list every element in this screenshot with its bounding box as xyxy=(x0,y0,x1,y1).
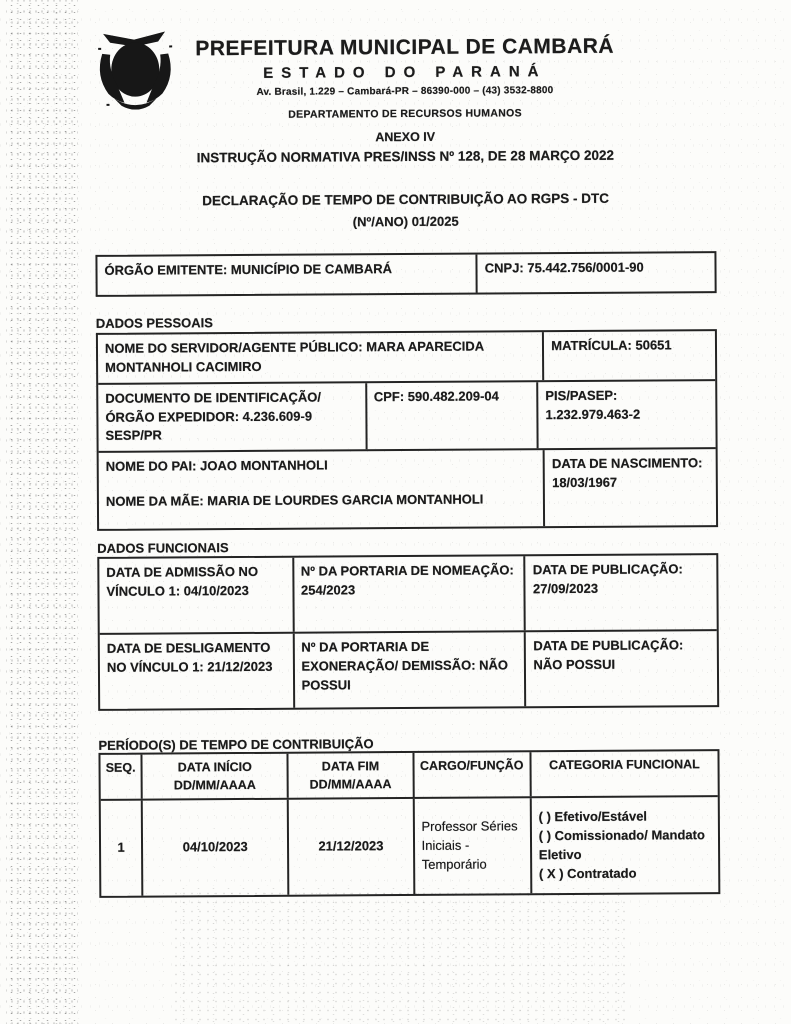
document-content xyxy=(94,0,721,1024)
issuer-organ-cell: ÓRGÃO EMITENTE: MUNICÍPIO DE CAMBARÁ xyxy=(104,261,393,278)
header-start: DATA INÍCIO DD/MM/AAAA xyxy=(141,754,287,799)
period-start: 04/10/2023 xyxy=(141,800,288,896)
category-option-contratado: ( X ) Contratado xyxy=(538,865,637,881)
functional-data-table xyxy=(97,553,719,711)
category-option-efetivo: ( ) Efetivo/Estável xyxy=(538,808,648,825)
period-category-options xyxy=(530,797,719,893)
publication-2-cell: DATA DE PUBLICAÇÃO: NÃO POSSUI xyxy=(524,631,717,706)
category-option-comissionado: ( ) Comissionado/ Mandato Eletivo xyxy=(538,827,705,862)
issuer-table xyxy=(95,251,716,297)
admission-cell: DATA DE ADMISSÃO NO VÍNCULO 1: 04/10/2023 xyxy=(106,563,259,599)
parents-cell xyxy=(99,450,544,529)
personal-data-table xyxy=(96,329,718,531)
periods-section-title: PERÍODO(S) DE TEMPO DE CONTRIBUIÇÃO xyxy=(98,736,374,753)
period-seq: 1 xyxy=(117,840,125,856)
mother-name: NOME DA MÃE: MARIA DE LOURDES GARCIA MONTANHOLI xyxy=(105,491,484,509)
termination-cell: DATA DE DESLIGAMENTO NO VÍNCULO 1: 21/12/2023 xyxy=(106,639,273,675)
dismissal-ordinance-cell: Nº DA PORTARIA DE EXONERAÇÃO/ DEMISSÃO: NÃO POSSUI xyxy=(292,632,524,707)
appointment-ordinance-cell: Nº DA PORTARIA DE NOMEAÇÃO: 254/2023 xyxy=(292,556,524,631)
birth-date-cell: DATA DE NASCIMENTO: 18/03/1967 xyxy=(543,449,716,526)
period-role: Professor Séries Iniciais - Temporário xyxy=(412,799,530,895)
contribution-periods-table xyxy=(98,749,720,898)
document-number: (Nº/ANO) 01/2025 xyxy=(352,213,459,230)
header-seq: SEQ. xyxy=(105,760,136,775)
publication-1-cell: DATA DE PUBLICAÇÃO: 27/09/2023 xyxy=(524,555,717,630)
department-line: DEPARTAMENTO DE RECURSOS HUMANOS xyxy=(288,107,522,121)
header-role: CARGO/FUNÇÃO xyxy=(412,752,529,797)
servant-name-cell: NOME DO SERVIDOR/AGENTE PÚBLICO: MARA APARECIDA MONTANHOLI CACIMIRO xyxy=(104,338,484,375)
org-name: PREFEITURA MUNICIPAL DE CAMBARÁ xyxy=(195,34,615,61)
header-category: CATEGORIA FUNCIONAL xyxy=(529,751,717,796)
matricula-cell: MATRÍCULA: 50651 xyxy=(542,331,715,380)
cpf-cell: CPF: 590.482.209-04 xyxy=(365,382,537,450)
document-title: DECLARAÇÃO DE TEMPO DE CONTRIBUIÇÃO AO RGPS - DTC xyxy=(202,190,610,209)
father-name: NOME DO PAI: JOAO MONTANHOLI xyxy=(105,457,328,475)
scan-noise-left-band xyxy=(6,0,78,1024)
functional-section-title: DADOS FUNCIONAIS xyxy=(97,540,229,556)
address-line: Av. Brasil, 1.229 – Cambará-PR – 86390-000 – (43) 3532-8800 xyxy=(256,85,554,98)
header-end: DATA FIM DD/MM/AAAA xyxy=(287,753,413,798)
personal-section-title: DADOS PESSOAIS xyxy=(95,315,213,331)
normative-title: INSTRUÇÃO NORMATIVA PRES/INSS Nº 128, DE 28 MARÇO 2022 xyxy=(196,147,615,166)
state-line: ESTADO DO PARANÁ xyxy=(263,63,547,82)
annex-title: ANEXO IV xyxy=(375,129,436,145)
issuer-cnpj-cell: CNPJ: 75.442.756/0001-90 xyxy=(476,253,715,292)
id-document-cell: DOCUMENTO DE IDENTIFICAÇÃO/ ÓRGÃO EXPEDIDOR: 4.236.609-9 SESP/PR xyxy=(105,389,322,444)
pis-pasep-cell: PIS/PASEP: 1.232.979.463-2 xyxy=(536,381,715,449)
period-end: 21/12/2023 xyxy=(287,799,413,895)
period-row-1 xyxy=(101,795,719,896)
